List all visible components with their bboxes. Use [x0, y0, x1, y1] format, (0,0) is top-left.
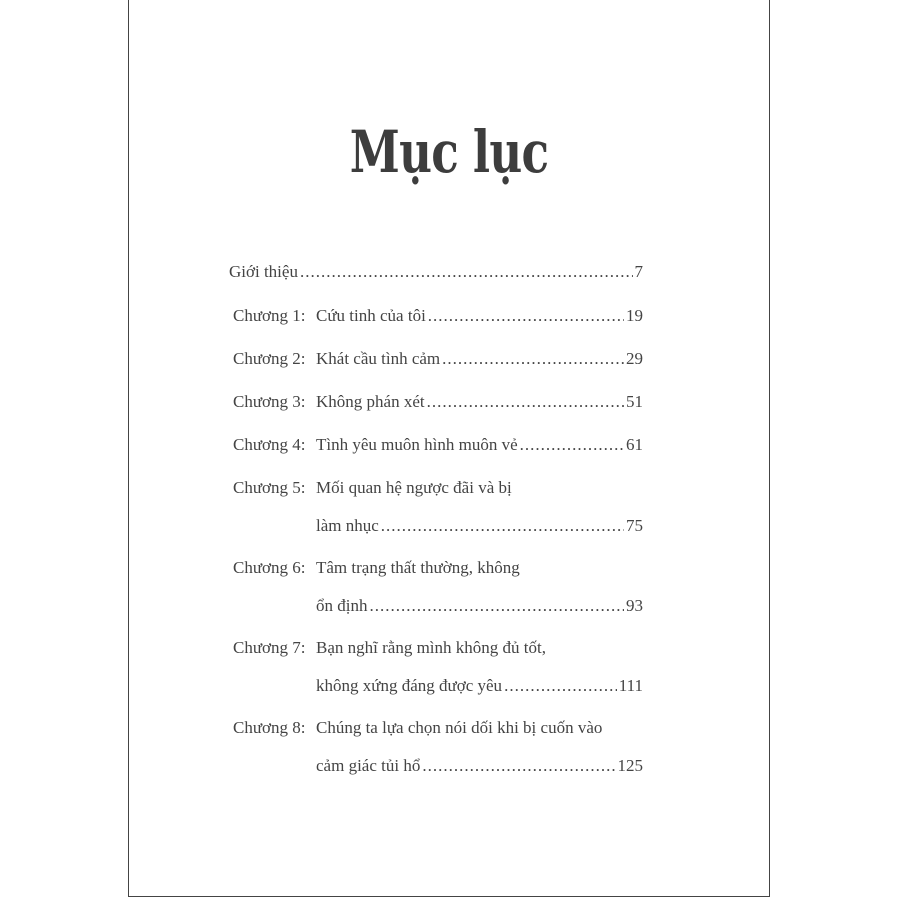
toc-page-number: 75 [626, 516, 643, 535]
toc-page-number: 29 [626, 349, 643, 368]
toc-page-number: 111 [618, 676, 643, 695]
toc-entry-title-line-2: ổn định [316, 596, 368, 615]
toc-leader-dots [422, 756, 615, 776]
toc-entry-chapter-5[interactable] [229, 478, 643, 542]
toc-leader-dots [428, 306, 624, 326]
toc-entry-title-line-1: Tâm trạng thất thường, không [316, 558, 520, 577]
toc-leader-dots [381, 516, 624, 536]
toc-page-number: 125 [617, 756, 643, 775]
toc-entry-chapter-3[interactable] [229, 392, 643, 418]
toc-entry-title-line-1: Bạn nghĩ rằng mình không đủ tốt, [316, 638, 546, 657]
toc-entry-title: Không phán xét [316, 392, 425, 411]
toc-page-number: 61 [626, 435, 643, 454]
toc-page-number: 93 [626, 596, 643, 615]
toc-leader-dots [520, 435, 624, 455]
toc-page-number: 51 [626, 392, 643, 411]
toc-chapter-label: Chương 5: [233, 478, 306, 497]
toc-entry-intro[interactable] [229, 262, 643, 288]
toc-entry-title: Cứu tinh của tôi [316, 306, 426, 325]
table-of-contents [229, 262, 643, 782]
toc-entry-chapter-8[interactable] [229, 718, 643, 782]
toc-entry-title-line-2: không xứng đáng được yêu [316, 676, 503, 695]
toc-chapter-label: Chương 2: [233, 349, 306, 368]
toc-entry-chapter-6[interactable] [229, 558, 643, 622]
toc-entry-chapter-4[interactable] [229, 435, 643, 461]
toc-entry-title-line-2: làm nhục [316, 516, 379, 535]
toc-chapter-label: Chương 6: [233, 558, 306, 577]
toc-entry-chapter-1[interactable] [229, 306, 643, 332]
toc-entry-chapter-7[interactable] [229, 638, 643, 702]
toc-chapter-label: Chương 7: [233, 638, 306, 657]
toc-leader-dots [300, 262, 633, 282]
toc-leader-dots [427, 392, 624, 412]
toc-entry-title-line-1: Chúng ta lựa chọn nói dối khi bị cuốn vào [316, 718, 603, 737]
toc-leader-dots [369, 596, 624, 616]
toc-chapter-label: Chương 8: [233, 718, 306, 737]
toc-entry-title: Tình yêu muôn hình muôn vẻ [316, 435, 518, 454]
toc-page-number: 19 [626, 306, 643, 325]
toc-page-number: 7 [634, 262, 643, 281]
toc-entry-title-line-2: cảm giác tủi hổ [316, 756, 421, 775]
toc-chapter-label: Chương 3: [233, 392, 306, 411]
toc-leader-dots [442, 349, 624, 369]
toc-entry-title: Giới thiệu [229, 262, 298, 281]
toc-chapter-label: Chương 4: [233, 435, 306, 454]
toc-leader-dots [504, 676, 617, 696]
toc-entry-title-line-1: Mối quan hệ ngược đãi và bị [316, 478, 512, 497]
toc-entry-title: Khát cầu tình cảm [316, 349, 441, 368]
toc-entry-chapter-2[interactable] [229, 349, 643, 375]
book-page [128, 0, 770, 897]
page-title: Mục lục [349, 118, 549, 186]
toc-chapter-label: Chương 1: [233, 306, 306, 325]
